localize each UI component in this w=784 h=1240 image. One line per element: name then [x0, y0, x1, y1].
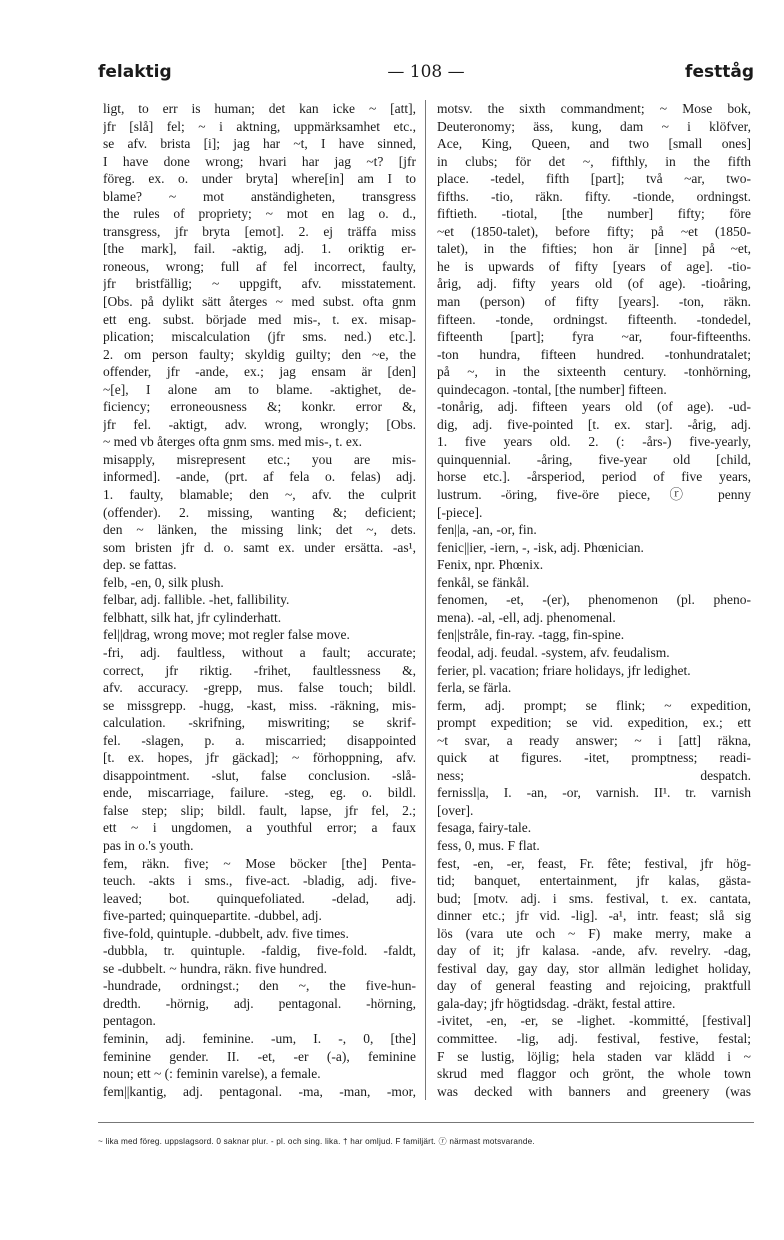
column-divider	[425, 100, 426, 1100]
entry-line: [Obs. på dylikt sätt återges ~ med subst. ofta gnm	[103, 294, 416, 310]
entry-line: quinquennial. -åring, five-year old [child,	[437, 451, 751, 467]
entry-line: ferm, adj. prompt; se flink; ~ expedition,	[437, 697, 751, 713]
page-number: — 108 —	[387, 62, 465, 82]
entry-line: day of it; jfr kalasa. -ande, afv. revelry. -dag,	[437, 943, 751, 959]
entry-line: noun; ett ~ (: feminin varelse), a female.	[103, 1066, 321, 1082]
footnote-divider	[98, 1122, 754, 1123]
entry-line: fest, -en, -er, feast, Fr. fête; festival, jfr hög-	[437, 855, 751, 871]
entry-line: quick at figures. -itet, promptness; readi-	[437, 750, 751, 766]
entry-line: F se lustig, löjlig; hela staden var klädd i ~	[437, 1048, 751, 1064]
entry-line: festival day, gay day, stor allmän ledighet holiday,	[437, 960, 751, 976]
entry-line: ferla, se färla.	[437, 680, 512, 696]
entry-line: roneous, wrong; full af fel incorrect, faulty,	[103, 258, 416, 274]
entry-line: quindecagon. -tontal, [the number] fifteen.	[437, 381, 667, 397]
entry-line: fem||kantig, adj. pentagonal. -ma, -man, -mor,	[103, 1083, 416, 1099]
entry-line: mena). -al, -ell, adj. phenomenal.	[437, 609, 616, 625]
entry-line: fem, räkn. five; ~ Mose böcker [the] Penta-	[103, 855, 416, 871]
entry-line: motsv. the sixth commandment; ~ Mose bok,	[437, 101, 751, 116]
entry-line: correct, jfr riktig. -frihet, faultlessness &,	[103, 662, 416, 678]
entry-line: fernissl|a, I. -an, -or, varnish. II¹. tr. varnish	[437, 785, 751, 801]
entry-line: lustrum. -öring, five-öre piece, ⓡ penny	[437, 487, 751, 503]
entry-line: fenkål, se fänkål.	[437, 574, 530, 590]
entry-line: disappointment. -slut, false conclusion. -slå-	[103, 767, 416, 783]
entry-line: plication; miscalculation (jfr sms. ned.) etc.].	[103, 329, 416, 345]
entry-line: feminin, adj. feminine. -um, I. -, 0, [the]	[103, 1030, 416, 1046]
entry-line: fiftieth. -tiotal, [the number] fifty; före	[437, 206, 751, 222]
entry-line: man (person) of fifty [years]. -ton, räkn.	[437, 294, 751, 310]
entry-line: the rules of propriety; ~ mot en lag o. d.,	[103, 206, 416, 222]
entry-line: -ton hundra, fifteen hundred. -tonhundratalet;	[437, 346, 751, 362]
entry-line: ett ~ i ungdomen, a youthful error; a faux	[103, 820, 416, 836]
page-header	[98, 62, 754, 92]
entry-line: skrud med flaggor och grönt, the whole town	[437, 1066, 751, 1082]
left-column	[103, 100, 416, 1100]
entry-line: felbhatt, silk hat, jfr cylinderhatt.	[103, 609, 282, 625]
entry-line: blame? ~ mot anständigheten, transgress	[103, 188, 416, 204]
entry-line: [-piece].	[437, 504, 483, 520]
entry-line: som bristen jfr d. o. samt ex. under ersätta. -as¹,	[103, 539, 416, 555]
entry-line: feminine gender. II. -et, -er (-a), feminine	[103, 1048, 416, 1064]
entry-line: på ~, in the sixteenth century. -tonhörning,	[437, 364, 751, 380]
entry-line: I have done wrong; hvari har jag ~t? [jfr	[103, 153, 416, 169]
entry-line: 1. five years old. 2. (: -års-) five-yearly,	[437, 434, 751, 450]
entry-line: [t. ex. hopes, jfr gäckad]; ~ förhoppning, afv.	[103, 750, 416, 766]
entry-line: place. -tedel, fifth [part]; två ~ar, two-	[437, 171, 751, 187]
entry-line: fenomen, -et, -(er), phenomenon (pl. pheno-	[437, 592, 751, 608]
entry-line: ferier, pl. vacation; friare holidays, jfr ledighet.	[437, 662, 691, 678]
entry-line: calculation. -skrifning, miswriting; se skrif-	[103, 715, 416, 731]
entry-line: 2. om person faulty; skyldig guilty; den ~e, the	[103, 346, 416, 362]
entry-line: talet), in the fifties; hon är [inne] på ~et,	[437, 241, 751, 257]
entry-line: he is upwards of fifty [years of age]. -tio-	[437, 258, 751, 274]
entry-line: se -dubbelt. ~ hundra, räkn. five hundred.	[103, 960, 327, 976]
entry-line: fifths. -tio, räkn. fifty. -tionde, ordningst.	[437, 188, 751, 204]
footnote-legend: ~ lika med föreg. uppslagsord. 0 saknar plur. - pl. och sing. lika. † har omljud. F familjärt. ⓡ närmast motsvarande.	[98, 1137, 535, 1146]
header-left-guideword: felaktig	[98, 62, 172, 82]
entry-line: feodal, adj. feudal. -system, afv. feudalism.	[437, 644, 670, 660]
entry-line: felb, -en, 0, silk plush.	[103, 574, 224, 590]
entry-line: -fri, adj. faultless, without a fault; accurate;	[103, 644, 416, 660]
entry-line: dep. se fattas.	[103, 557, 177, 573]
right-column	[437, 100, 751, 1100]
entry-line: föreg. ex. o. under bryta] where[in] am I to	[103, 171, 416, 187]
entry-line: se missgrepp. -hugg, -kast, miss. -räkning, mis-	[103, 697, 416, 713]
entry-line: den ~ länken, the missing link; det ~, dets.	[103, 522, 416, 538]
entry-line: offender, jfr -ande, ex.; jag ensam är [den]	[103, 364, 416, 380]
entry-line: ficiency; erroneousness &; konkr. error &,	[103, 399, 416, 415]
entry-line: årig, adj. fifty years old (of age). -tioåring,	[437, 276, 751, 292]
entry-line: pas in o.'s youth.	[103, 837, 194, 853]
entry-line: fenic||ier, -iern, -, -isk, adj. Phœnician.	[437, 539, 644, 555]
entry-line: tid; banquet, entertainment, jfr kalas, gästa-	[437, 873, 751, 889]
entry-line: false step; slip; bildl. fault, lapse, jfr fel, 2.;	[103, 802, 416, 818]
entry-line: committee. -lig, adj. festival, festive, festal;	[437, 1030, 751, 1046]
entry-line: fess, 0, mus. F flat.	[437, 837, 540, 853]
entry-line: 1. faulty, blamable; den ~, afv. the culprit	[103, 487, 416, 503]
entry-line: jfr bristfällig; ~ uppgift, afv. misstatement.	[103, 276, 416, 292]
entry-line: fel||drag, wrong move; mot regler false move.	[103, 627, 350, 643]
entry-line: ende, miscarriage, failure. -steg, eg. o. bildl.	[103, 785, 416, 801]
entry-line: Ace, King, Queen, and two [small ones]	[437, 136, 751, 152]
entry-line: lös (vara ute och ~ F) make merry, make a	[437, 925, 751, 941]
entry-line: fen||stråle, fin-ray. -tagg, fin-spine.	[437, 627, 625, 643]
entry-line: in clubs; för det ~, fifthly, in the fifth	[437, 153, 751, 169]
entry-line: teuch. -akts i sms., five-act. -bladig, adj. five-	[103, 873, 416, 889]
entry-line: ~[e], I alone am to blame. -aktighet, de-	[103, 381, 416, 397]
entry-line: ~t svar, a ready answer; ~ i [att] räkna,	[437, 732, 751, 748]
entry-line: prompt expedition; se vid. expedition, ex.; ett	[437, 715, 751, 731]
entry-line: five-fold, quintuple. -dubbelt, adv. five times.	[103, 925, 349, 941]
entry-line: transgress, jfr bryta [emot]. 2. ej träffa miss	[103, 223, 416, 239]
entry-line: felbar, adj. fallible. -het, fallibility.	[103, 592, 290, 608]
entry-line: -ivitet, -en, -er, se -lighet. -kommitté, [festival]	[437, 1013, 751, 1029]
entry-line: [the mark], fail. -aktig, adj. 1. oriktig er-	[103, 241, 416, 257]
entry-line: -dubbla, tr. quintuple. -faldig, five-fold. -faldt,	[103, 943, 416, 959]
entry-line: ligt, to err is human; det kan icke ~ [att],	[103, 101, 416, 116]
entry-line: leaved; bot. quinquefoliated. -delad, adj.	[103, 890, 416, 906]
entry-line: pentagon.	[103, 1013, 156, 1029]
entry-line: -tonårig, adj. fifteen years old (of age). -ud-	[437, 399, 751, 415]
entry-line: informed]. -ande, (prt. af fela o. felas) adj.	[103, 469, 416, 485]
entry-line: fifteenth [part]; fyra ~ar, four-fifteenths.	[437, 329, 751, 345]
entry-line: dig, adj. five-pointed [t. ex. star]. -årig, adj.	[437, 416, 751, 432]
entry-line: fen||a, -an, -or, fin.	[437, 522, 537, 538]
entry-line: ett eng. subst. började med mis-, t. ex. misap-	[103, 311, 416, 327]
entry-line: ~et (1850-talet), before fifty; på ~et (1850-	[437, 223, 751, 239]
entry-line: afv. accuracy. -grepp, mus. false touch; bildl.	[103, 680, 416, 696]
entry-line: Deuteronomy; äss, kung, dam ~ i klöfver,	[437, 118, 751, 134]
entry-line: [over].	[437, 802, 474, 818]
entry-line: fesaga, fairy-tale.	[437, 820, 532, 836]
entry-line: ~ med vb återges ofta gnm sms. med mis-, t. ex.	[103, 434, 363, 450]
entry-line: fel. -slagen, p. a. miscarried; disappointed	[103, 732, 416, 748]
entry-line: gala-day; jfr högtidsdag. -dräkt, festal attire.	[437, 995, 676, 1011]
entry-line: jfr fel. -aktigt, adv. wrong, wrongly; [Obs.	[103, 416, 416, 432]
entry-line: dredth. -hörnig, adj. pentagonal. -hörning,	[103, 995, 416, 1011]
entry-line: se afv. brista [i]; jag har ~t, I have sinned,	[103, 136, 416, 152]
entry-line: dinner etc.; jfr vid. -lig]. -a¹, intr. feast; slå sig	[437, 908, 751, 924]
entry-line: jfr [slå] fel; ~ i aktning, uppmärksamhet etc.,	[103, 118, 416, 134]
entry-line: horse etc.]. -årsperiod, period of five years,	[437, 469, 751, 485]
entry-line: five-parted; quinquepartite. -dubbel, adj.	[103, 908, 322, 924]
entry-line: -hundrade, ordningst.; den ~, the five-hun-	[103, 978, 416, 994]
header-right-guideword: festtåg	[685, 62, 754, 82]
entry-line: ness; despatch.	[437, 767, 751, 783]
entry-line: bud; [motv. adj. i sms. festival, t. ex. cantata,	[437, 890, 751, 906]
entry-line: Fenix, npr. Phœnix.	[437, 557, 544, 573]
entry-line: was decked with banners and greenery (was	[437, 1083, 751, 1099]
entry-line: day of general feasting and rejoicing, praktfull	[437, 978, 751, 994]
entry-line: (offender). 2. missing, wanting &; deficient;	[103, 504, 416, 520]
entry-line: fifteen. -tonde, ordningst. fifteenth. -tondedel,	[437, 311, 751, 327]
entry-line: misapply, misrepresent etc.; you are mis-	[103, 451, 416, 467]
